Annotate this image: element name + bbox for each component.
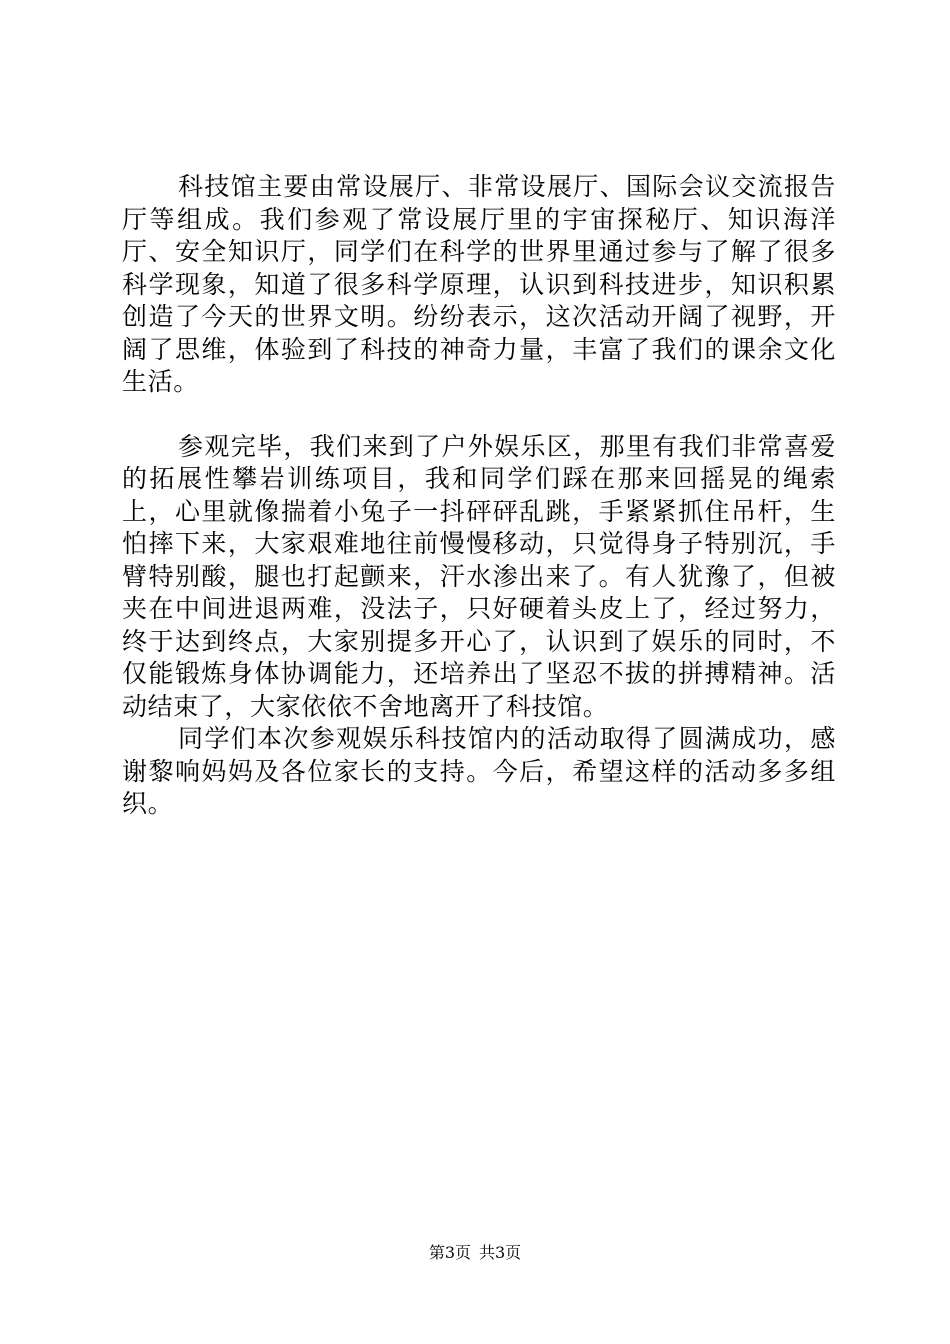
- page-number: 第3页: [428, 1243, 471, 1262]
- paragraph-outdoor-climbing: 参观完毕，我们来到了户外娱乐区，那里有我们非常喜爱的拓展性攀岩训练项目，我和同学们踩在那来回摇晃的绳索上，心里就像揣着小兔子一抖砰砰乱跳，手紧紧抓住吊杆，生怕摔下来，大家艰难地往前慢慢移动，只觉得身子特别沉，手臂特别酸，腿也打起颤来，汗水渗出来了。有人犹豫了，但被夹在中间进退两难，没法子，只好硬着头皮上了，经过努力，终于达到终点，大家别提多开心了，认识到了娱乐的同时，不仅能锻炼身体协调能力，还培养出了坚忍不拔的拼搏精神。活动结束了，大家依依不舍地离开了科技馆。: [122, 431, 836, 721]
- page-total: 共3页: [479, 1243, 522, 1262]
- paragraph-science-museum-halls: 科技馆主要由常设展厅、非常设展厅、国际会议交流报告厅等组成。我们参观了常设展厅里的宇宙探秘厅、知识海洋厅、安全知识厅，同学们在科学的世界里通过参与了解了很多科学现象，知道了很多科学原理，认识到科技进步，知识积累创造了今天的世界文明。纷纷表示，这次活动开阔了视野，开阔了思维，体验到了科技的神奇力量，丰富了我们的课余文化生活。: [122, 172, 836, 396]
- paragraph-conclusion: 同学们本次参观娱乐科技馆内的活动取得了圆满成功，感谢黎响妈妈及各位家长的支持。今后，希望这样的活动多多组织。: [122, 724, 836, 818]
- page-footer: [0, 1242, 950, 1264]
- document-body: [122, 171, 836, 821]
